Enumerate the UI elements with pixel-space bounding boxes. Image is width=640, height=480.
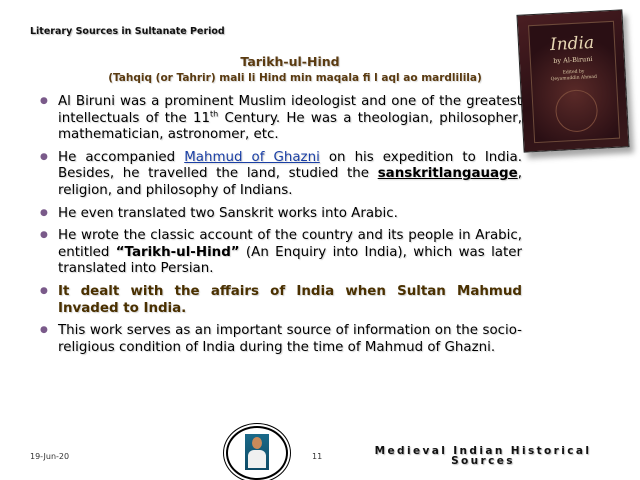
bullet-text: This work serves as an important source of information on the socio-religious condition of India during the time of Mahmud of Ghazni.: [58, 323, 522, 355]
bullet-item: [40, 94, 522, 144]
bullet-text: He even translated two Sanskrit works into Arabic.: [58, 205, 398, 221]
bullet-item: [40, 228, 522, 278]
bullet-item: [40, 284, 522, 317]
avatar-head: [252, 437, 262, 449]
bullet-list: [40, 94, 522, 362]
page-number: 11: [312, 452, 323, 461]
bullet-icon: ●: [40, 96, 48, 106]
book-byline: by Al-Biruni: [553, 54, 593, 65]
slide-title: Tarikh-ul-Hind: [240, 54, 340, 69]
book-edited-label: Edited by: [562, 69, 585, 76]
bullet-item: [40, 150, 522, 200]
bullet-icon: ●: [40, 207, 48, 218]
sanskrit-language-term: sanskritlangauage: [377, 166, 518, 182]
top-label: Literary Sources in Sultanate Period: [30, 26, 225, 37]
avatar-body: [248, 450, 266, 468]
book-cover-frame: [528, 21, 620, 143]
footer-date: 19-Jun-20: [30, 452, 70, 461]
book-cover-image: [516, 9, 629, 152]
bullet-text: It dealt with the affairs of India when Sultan Mahmud Invaded to India.: [58, 283, 522, 316]
book-editor: Qeyamuddin Ahmad: [550, 74, 598, 83]
bullet-item: [40, 206, 522, 223]
bullet-text: He wrote the classic account of the country and its people in Arabic, entitled “Tarikh-ul-Hind” (An Enquiry into India), which was later translated into Persian.: [58, 228, 522, 277]
bullet-icon: ●: [40, 285, 48, 296]
bullet-icon: ●: [40, 230, 48, 241]
slide-subtitle: (Tahqiq (or Tahrir) mali li Hind min maqala fi l aql ao mardlilila): [108, 72, 482, 84]
bullet-icon: ●: [40, 325, 48, 336]
presenter-avatar: [226, 426, 288, 480]
book-title: India: [549, 32, 595, 56]
bullet-icon: ●: [40, 151, 48, 162]
book-title-mention: “Tarikh-ul-Hind”: [115, 244, 240, 260]
book-editor-block: [531, 68, 616, 84]
book-ornament-icon: [554, 89, 598, 133]
bullet-item: [40, 323, 522, 356]
bullet-text: Al Biruni was a prominent Muslim ideologist and one of the greatest intellectuals of the 11th Century. He was a theologian, philosopher, mathematician, astronomer, etc.: [58, 94, 522, 143]
mahmud-of-ghazni-link[interactable]: Mahmud of Ghazni: [184, 149, 320, 165]
course-title: Medieval Indian Historical Sources: [374, 445, 592, 467]
bullet-text: He accompanied Mahmud of Ghazni on his expedition to India. Besides, he travelled the land, studied the sanskritlangauage, religion, and philosophy of Indians.: [58, 149, 522, 198]
